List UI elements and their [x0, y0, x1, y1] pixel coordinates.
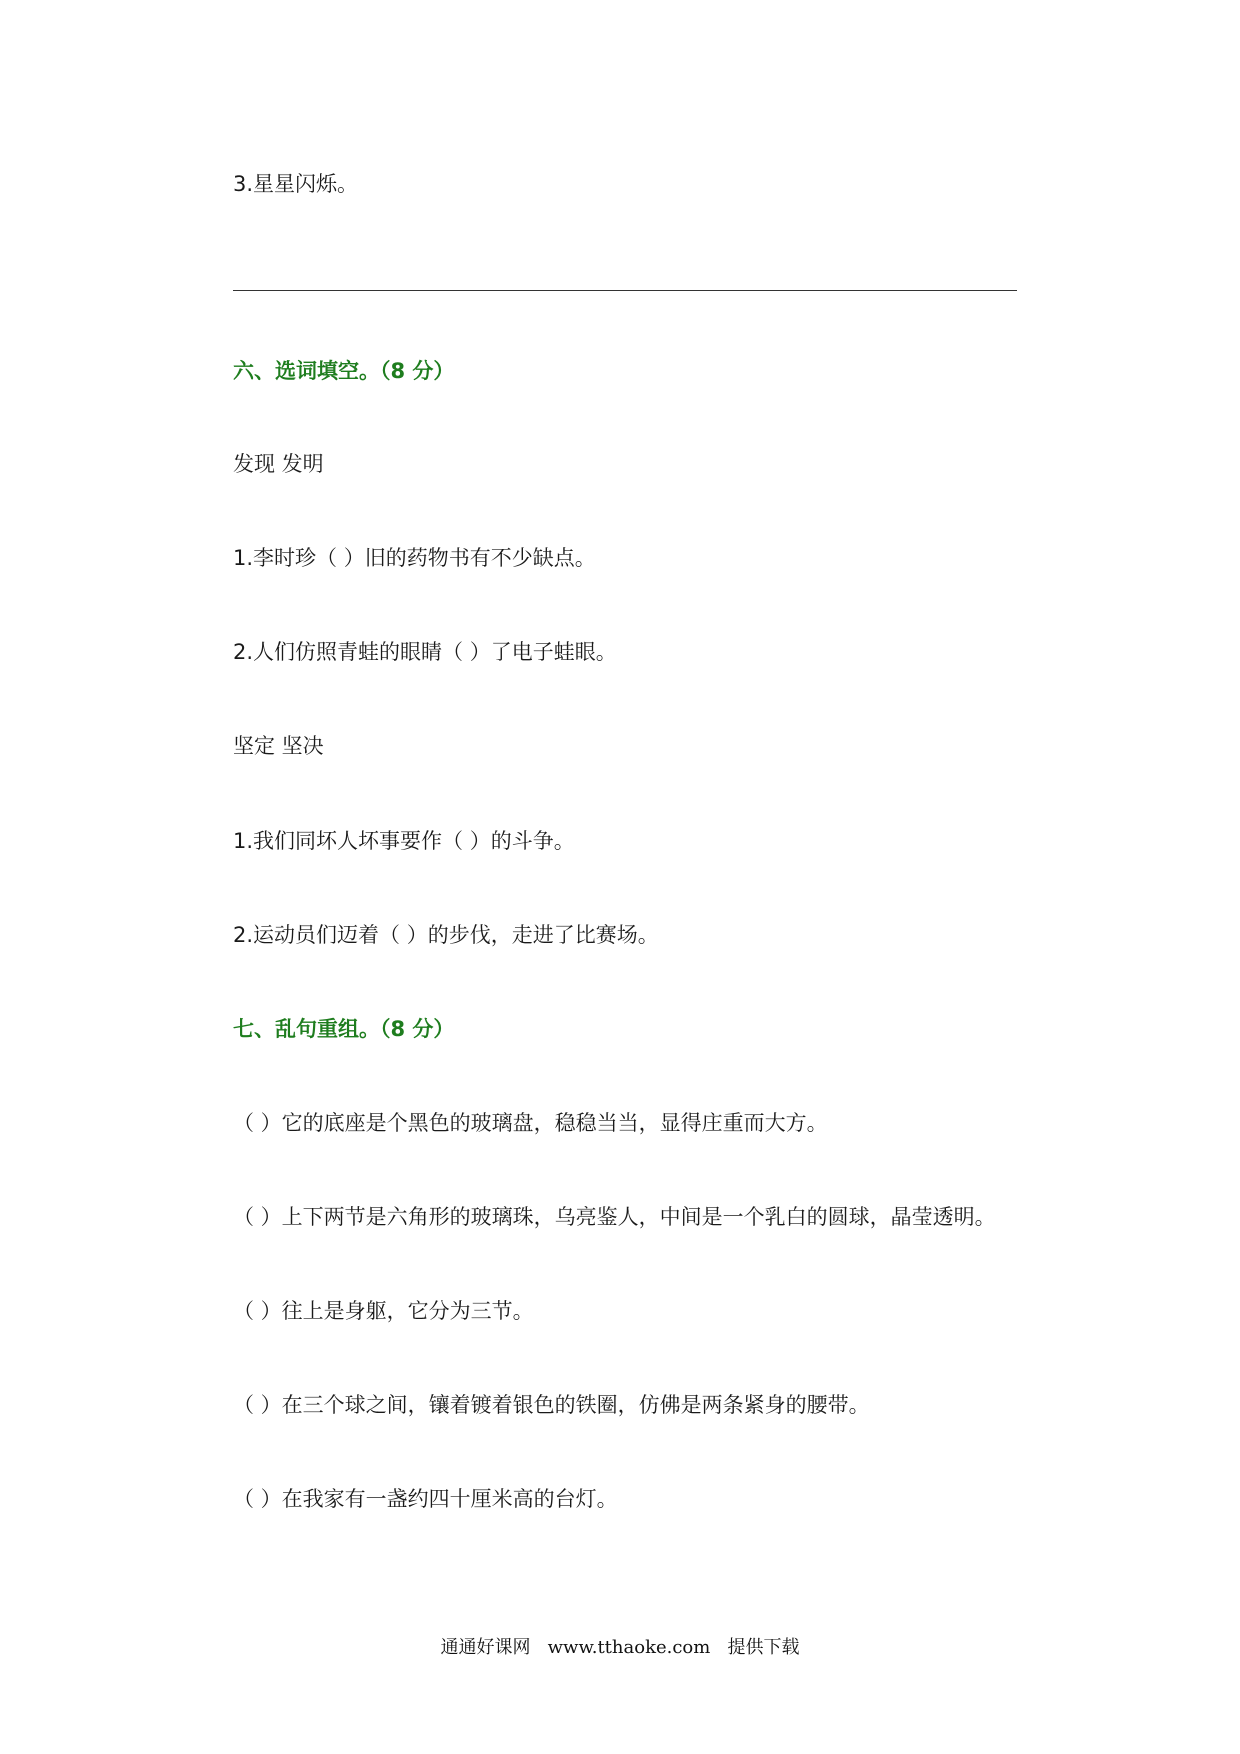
- reorder-sentence-item: （ ）在三个球之间，镶着镀着银色的铁圈，仿佛是两条紧身的腰带。: [233, 1393, 870, 1417]
- question-item: 1.我们同坏人坏事要作（ ）的斗争。: [233, 829, 575, 853]
- question-item: 2.人们仿照青蛙的眼睛（ ）了电子蛙眼。: [233, 640, 617, 664]
- question-item: 2.运动员们迈着（ ）的步伐，走进了比赛场。: [233, 923, 659, 947]
- reorder-sentence-item: （ ）在我家有一盏约四十厘米高的台灯。: [233, 1487, 618, 1511]
- reorder-sentence-item: （ ）它的底座是个黑色的玻璃盘，稳稳当当，显得庄重而大方。: [233, 1111, 828, 1135]
- word-choices-1: 发现 发明: [233, 452, 324, 476]
- question-item: 1.李时珍（ ）旧的药物书有不少缺点。: [233, 546, 596, 570]
- previous-question-item: 3.星星闪烁。: [233, 172, 359, 196]
- section-7-heading: 七、乱句重组。（8 分）: [233, 1017, 455, 1041]
- word-choices-2: 坚定 坚决: [233, 734, 324, 758]
- section-6-heading: 六、选词填空。（8 分）: [233, 359, 455, 383]
- answer-line: [233, 290, 1017, 291]
- reorder-sentence-item: （ ）上下两节是六角形的玻璃珠，乌亮鉴人，中间是一个乳白的圆球，晶莹透明。: [233, 1205, 996, 1229]
- reorder-sentence-item: （ ）往上是身躯，它分为三节。: [233, 1299, 534, 1323]
- page-footer: 通通好课网 www.tthaoke.com 提供下载: [440, 1637, 800, 1658]
